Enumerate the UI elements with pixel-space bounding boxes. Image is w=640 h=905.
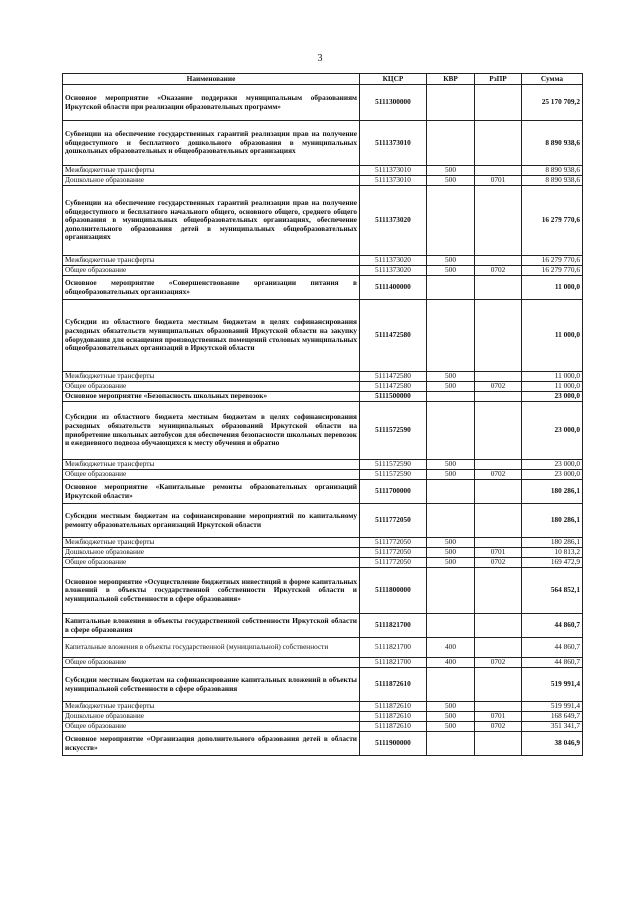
row-kcsr: 5111500000: [360, 392, 427, 402]
header-kvr: КВР: [427, 74, 475, 85]
row-kcsr: 5111821700: [360, 638, 427, 658]
row-name: Субвенции на обеспечение государственных гарантий реализации прав на получение общедоступного и бесплатного начального общего, основного общего, среднего общего образования в муниципальных общеобразовательных организациях, обеспечение дополнительного образования детей в муниципальных общеобразовательных организациях: [63, 186, 360, 256]
row-sum: 23 000,0: [522, 460, 583, 470]
row-name: Общее образование: [63, 266, 360, 276]
row-name: Субсидии из областного бюджета местным бюджетам в целях софинансирования расходных обязательств муниципальных образований Иркутской области на закупку оборудования для оснащения производственных помещений столовых муниципальных общеобразовательных организаций в Иркутской области: [63, 300, 360, 372]
row-kvr: 400: [427, 658, 475, 668]
row-kcsr: 5111900000: [360, 732, 427, 756]
row-rzpr: [475, 256, 522, 266]
table-row: [63, 558, 583, 568]
row-sum: 38 046,9: [522, 732, 583, 756]
row-kcsr: 5111400000: [360, 276, 427, 300]
row-kvr: 500: [427, 702, 475, 712]
row-rzpr: [475, 568, 522, 614]
row-sum: 11 000,0: [522, 372, 583, 382]
row-name: Основное мероприятие «Оказание поддержки муниципальным образованиям Иркутской области при реализации образовательных программ»: [63, 85, 360, 121]
table-row: [63, 121, 583, 166]
row-name: Межбюджетные трансферты: [63, 256, 360, 266]
row-kvr: 500: [427, 548, 475, 558]
row-kcsr: 5111700000: [360, 480, 427, 504]
row-rzpr: [475, 732, 522, 756]
row-kvr: 500: [427, 382, 475, 392]
row-sum: 11 000,0: [522, 276, 583, 300]
row-sum: 44 860,7: [522, 614, 583, 638]
row-kcsr: 5111821700: [360, 614, 427, 638]
row-kvr: 500: [427, 722, 475, 732]
row-kvr: 500: [427, 470, 475, 480]
row-sum: 8 890 938,6: [522, 166, 583, 176]
row-kvr: [427, 85, 475, 121]
table-row: [63, 504, 583, 538]
row-kcsr: 5111373010: [360, 166, 427, 176]
row-name: Субсидии из областного бюджета местным бюджетам в целях софинансирования расходных обязательств муниципальных образований Иркутской области на приобретение школьных автобусов для обеспечения безопасности школьных перевозок и ежедневного подвоза обучающихся к месту обучения и обратно: [63, 402, 360, 460]
row-kvr: 500: [427, 460, 475, 470]
row-kcsr: 5111872610: [360, 702, 427, 712]
row-kcsr: 5111472580: [360, 372, 427, 382]
row-kcsr: 5111772050: [360, 538, 427, 548]
row-name: Общее образование: [63, 382, 360, 392]
row-rzpr: 0701: [475, 548, 522, 558]
row-sum: 8 890 938,6: [522, 176, 583, 186]
row-sum: 519 991,4: [522, 702, 583, 712]
row-sum: 564 852,1: [522, 568, 583, 614]
table-row: [63, 702, 583, 712]
row-kcsr: 5111572590: [360, 402, 427, 460]
row-rzpr: 0702: [475, 722, 522, 732]
table-row: [63, 166, 583, 176]
row-rzpr: [475, 276, 522, 300]
table-row: [63, 392, 583, 402]
row-kvr: [427, 732, 475, 756]
row-rzpr: [475, 504, 522, 538]
row-name: Субсидии местным бюджетам на софинансирование мероприятий по капитальному ремонту образовательных организаций Иркутской области: [63, 504, 360, 538]
row-sum: 23 000,0: [522, 402, 583, 460]
table-row: [63, 276, 583, 300]
table-row: [63, 372, 583, 382]
row-sum: 44 860,7: [522, 658, 583, 668]
table-row: [63, 538, 583, 548]
row-sum: 23 000,0: [522, 392, 583, 402]
table-row: [63, 732, 583, 756]
row-kcsr: 5111772050: [360, 548, 427, 558]
row-rzpr: [475, 85, 522, 121]
header-kcsr: КЦСР: [360, 74, 427, 85]
row-name: Основное мероприятие «Организация дополнительного образования детей в области искусств»: [63, 732, 360, 756]
row-name: Капитальные вложения в объекты государственной (муниципальной) собственности: [63, 638, 360, 658]
row-kvr: [427, 568, 475, 614]
row-rzpr: [475, 186, 522, 256]
row-name: Капитальные вложения в объекты государственной собственности Иркутской области в сфере образования: [63, 614, 360, 638]
budget-table: [62, 73, 583, 756]
row-sum: 25 170 709,2: [522, 85, 583, 121]
table-row: [63, 402, 583, 460]
table-row: [63, 568, 583, 614]
row-name: Основное мероприятие «Капитальные ремонты образовательных организаций Иркутской области»: [63, 480, 360, 504]
row-name: Основное мероприятие «Безопасность школьных перевозок»: [63, 392, 360, 402]
row-kcsr: 5111872610: [360, 722, 427, 732]
row-kcsr: 5111373020: [360, 186, 427, 256]
page-number: 3: [317, 53, 323, 64]
row-sum: 44 860,7: [522, 638, 583, 658]
row-kcsr: 5111373010: [360, 176, 427, 186]
row-name: Межбюджетные трансферты: [63, 460, 360, 470]
table-row: [63, 460, 583, 470]
row-rzpr: [475, 166, 522, 176]
row-name: Основное мероприятие «Совершенствование организации питания в общеобразовательных организациях»: [63, 276, 360, 300]
table-header: [63, 74, 583, 85]
row-kvr: 400: [427, 638, 475, 658]
row-rzpr: 0701: [475, 176, 522, 186]
row-kcsr: 5111872610: [360, 712, 427, 722]
row-name: Общее образование: [63, 470, 360, 480]
row-sum: 16 279 770,6: [522, 256, 583, 266]
row-rzpr: [475, 372, 522, 382]
row-name: Межбюджетные трансферты: [63, 372, 360, 382]
row-sum: 8 890 938,6: [522, 121, 583, 166]
header-sum: Сумма: [522, 74, 583, 85]
row-kcsr: 5111772050: [360, 558, 427, 568]
row-rzpr: [475, 668, 522, 702]
row-rzpr: [475, 480, 522, 504]
row-rzpr: [475, 702, 522, 712]
row-kcsr: 5111772050: [360, 504, 427, 538]
row-sum: 16 279 770,6: [522, 266, 583, 276]
table-row: [63, 638, 583, 658]
row-sum: 11 000,0: [522, 300, 583, 372]
row-kcsr: 5111821700: [360, 658, 427, 668]
row-rzpr: 0702: [475, 558, 522, 568]
row-sum: 351 341,7: [522, 722, 583, 732]
table-row: [63, 658, 583, 668]
header-name: Наименование: [63, 74, 360, 85]
row-rzpr: 0701: [475, 712, 522, 722]
row-name: Межбюджетные трансферты: [63, 538, 360, 548]
row-rzpr: 0702: [475, 266, 522, 276]
row-rzpr: [475, 638, 522, 658]
row-name: Общее образование: [63, 722, 360, 732]
row-name: Дошкольное образование: [63, 548, 360, 558]
table-row: [63, 85, 583, 121]
row-kvr: 500: [427, 712, 475, 722]
row-kvr: [427, 121, 475, 166]
row-kvr: [427, 392, 475, 402]
row-kvr: [427, 614, 475, 638]
row-rzpr: 0702: [475, 382, 522, 392]
row-kvr: [427, 186, 475, 256]
row-kcsr: 5111373010: [360, 121, 427, 166]
row-sum: 23 000,0: [522, 470, 583, 480]
row-rzpr: [475, 402, 522, 460]
table-row: [63, 300, 583, 372]
row-name: Субвенции на обеспечение государственных гарантий реализации прав на получение общедоступного и бесплатного дошкольного образования в муниципальных дошкольных образовательных и общеобразовательных организациях: [63, 121, 360, 166]
row-rzpr: [475, 614, 522, 638]
row-sum: 180 286,1: [522, 480, 583, 504]
row-sum: 180 286,1: [522, 538, 583, 548]
row-kvr: 500: [427, 266, 475, 276]
table-body: [63, 85, 583, 756]
row-kvr: 500: [427, 176, 475, 186]
row-sum: 169 472,9: [522, 558, 583, 568]
row-kvr: [427, 402, 475, 460]
row-kcsr: 5111373020: [360, 256, 427, 266]
row-sum: 16 279 770,6: [522, 186, 583, 256]
table-row: [63, 266, 583, 276]
table-row: [63, 668, 583, 702]
row-rzpr: 0702: [475, 658, 522, 668]
row-kvr: 500: [427, 256, 475, 266]
row-name: Дошкольное образование: [63, 712, 360, 722]
row-name: Основное мероприятие «Осуществление бюджетных инвестиций в форме капитальных вложений в объекты государственной собственности Иркутской области и муниципальной собственности в сфере образования»: [63, 568, 360, 614]
row-kvr: 500: [427, 166, 475, 176]
row-rzpr: [475, 538, 522, 548]
table-row: [63, 548, 583, 558]
table-row: [63, 382, 583, 392]
row-sum: 180 286,1: [522, 504, 583, 538]
table-row: [63, 186, 583, 256]
row-kvr: [427, 668, 475, 702]
row-kvr: [427, 300, 475, 372]
row-kvr: 500: [427, 538, 475, 548]
row-rzpr: [475, 460, 522, 470]
row-kcsr: 5111300000: [360, 85, 427, 121]
table-row: [63, 470, 583, 480]
row-kcsr: 5111572590: [360, 460, 427, 470]
row-sum: 519 991,4: [522, 668, 583, 702]
header-rzpr: РзПР: [475, 74, 522, 85]
row-name: Дошкольное образование: [63, 176, 360, 186]
row-kcsr: 5111373020: [360, 266, 427, 276]
row-name: Общее образование: [63, 658, 360, 668]
row-kcsr: 5111472580: [360, 300, 427, 372]
row-kcsr: 5111472580: [360, 382, 427, 392]
table-row: [63, 722, 583, 732]
row-kvr: 500: [427, 558, 475, 568]
row-kvr: [427, 504, 475, 538]
row-name: Субсидии местным бюджетам на софинансирование капитальных вложений в объекты муниципальной собственности в сфере образования: [63, 668, 360, 702]
row-kcsr: 5111572590: [360, 470, 427, 480]
row-sum: 10 813,2: [522, 548, 583, 558]
row-kcsr: 5111872610: [360, 668, 427, 702]
row-sum: 11 000,0: [522, 382, 583, 392]
row-sum: 168 649,7: [522, 712, 583, 722]
row-rzpr: [475, 300, 522, 372]
table-row: [63, 256, 583, 266]
table-row: [63, 480, 583, 504]
row-rzpr: 0702: [475, 470, 522, 480]
row-kvr: 500: [427, 372, 475, 382]
table-row: [63, 614, 583, 638]
row-name: Межбюджетные трансферты: [63, 702, 360, 712]
row-kcsr: 5111800000: [360, 568, 427, 614]
row-rzpr: [475, 121, 522, 166]
table-row: [63, 176, 583, 186]
row-kvr: [427, 276, 475, 300]
row-name: Общее образование: [63, 558, 360, 568]
row-kvr: [427, 480, 475, 504]
row-rzpr: [475, 392, 522, 402]
row-name: Межбюджетные трансферты: [63, 166, 360, 176]
table-row: [63, 712, 583, 722]
